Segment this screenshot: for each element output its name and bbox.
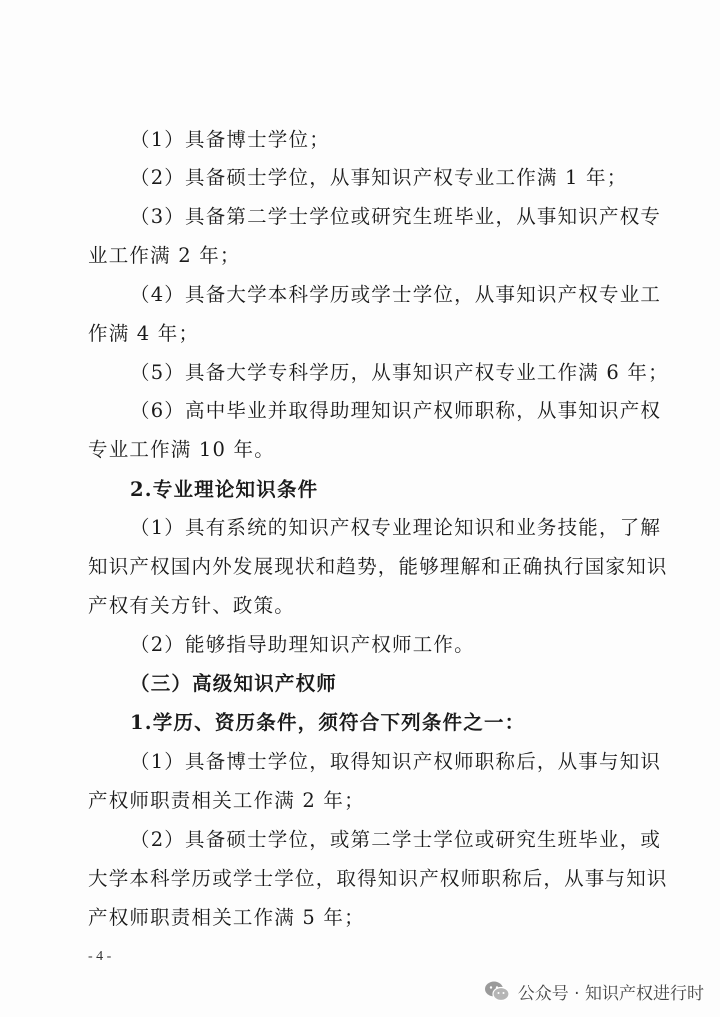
doc-line: 产权师职责相关工作满 2 年；: [88, 789, 365, 812]
doc-line: （1）具备博士学位；: [130, 128, 330, 151]
doc-line: 作满 4 年；: [88, 322, 200, 345]
doc-line: （1）具备博士学位，取得知识产权师职称后，从事与知识: [130, 750, 662, 773]
doc-line: （4）具备大学本科学历或学士学位，从事知识产权专业工: [130, 283, 662, 306]
doc-line: （3）具备第二学士学位或研究生班毕业，从事知识产权专: [130, 205, 662, 228]
section-heading: （三）高级知识产权师: [130, 672, 338, 695]
doc-line: 产权有关方针、政策。: [88, 594, 296, 617]
doc-line: 产权师职责相关工作满 5 年；: [88, 906, 365, 929]
doc-line: （1）具有系统的知识产权专业理论知识和业务技能，了解: [130, 516, 662, 539]
doc-line: （5）具备大学专科学历，从事知识产权专业工作满 6 年；: [130, 361, 669, 384]
watermark: [484, 976, 704, 1006]
doc-line: 大学本科学历或学士学位，取得知识产权师职称后，从事与知识: [88, 867, 668, 890]
watermark-text: 公众号 · 知识产权进行时: [517, 983, 704, 1004]
section-heading: 1.学历、资历条件，须符合下列条件之一：: [130, 711, 526, 734]
doc-line: 专业工作满 10 年。: [88, 438, 275, 461]
doc-line: （2）能够指导助理知识产权师工作。: [130, 633, 475, 656]
page-number: - 4 -: [88, 949, 112, 964]
doc-line: 业工作满 2 年；: [88, 244, 241, 267]
doc-line: （6）高中毕业并取得助理知识产权师职称，从事知识产权: [130, 399, 662, 422]
section-heading: 2.专业理论知识条件: [130, 478, 319, 501]
doc-line: 知识产权国内外发展现状和趋势，能够理解和正确执行国家知识: [88, 555, 668, 578]
doc-line: （2）具备硕士学位，或第二学士学位或研究生班毕业，或: [130, 828, 662, 851]
doc-line: （2）具备硕士学位，从事知识产权专业工作满 1 年；: [130, 166, 628, 189]
wechat-icon: [484, 980, 510, 1002]
